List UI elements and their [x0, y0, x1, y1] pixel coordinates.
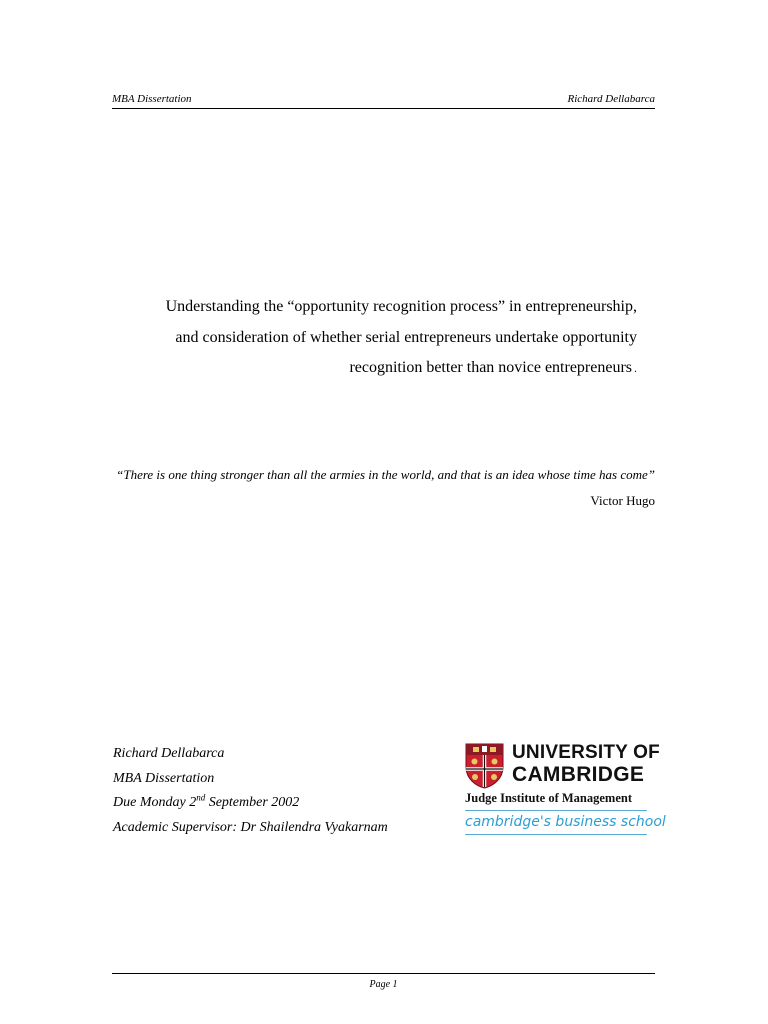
business-school-tagline: cambridge's business school: [465, 814, 666, 830]
university-name-line-1: UNIVERSITY OF: [512, 742, 660, 763]
author-name: Richard Dellabarca: [113, 746, 225, 761]
due-date-prefix: Due Monday 2: [113, 795, 197, 810]
author-info-block: [113, 742, 388, 840]
university-name: [512, 742, 660, 786]
document-type: MBA Dissertation: [113, 770, 215, 786]
title-line-3: [130, 353, 637, 384]
due-date: [113, 791, 388, 816]
title-line-2: and consideration of whether serial entrepreneurs undertake opportunity: [175, 328, 637, 346]
header-right-text: Richard Dellabarca: [567, 93, 655, 105]
dissertation-title: [130, 292, 637, 384]
cambridge-logo: [465, 742, 666, 842]
page-number: Page 1: [369, 979, 398, 990]
page-footer: [112, 973, 655, 990]
cambridge-crest-icon: [465, 743, 504, 789]
due-date-superscript: nd: [196, 792, 206, 803]
institute-name: Judge Institute of Management: [465, 791, 633, 805]
page-header: [112, 92, 655, 109]
epigraph-quote: [112, 462, 655, 514]
logo-divider-bottom: [465, 834, 647, 835]
due-date-suffix: September 2002: [205, 795, 300, 810]
logo-divider-top: [465, 810, 647, 811]
university-name-line-2: CAMBRIDGE: [512, 763, 645, 786]
quote-author: Victor Hugo: [590, 493, 655, 508]
quote-text: “There is one thing stronger than all the armies in the world, and that is an idea whose time has come”: [116, 467, 655, 482]
title-period: .: [634, 361, 637, 375]
academic-supervisor: Academic Supervisor: Dr Shailendra Vyakarnam: [113, 819, 388, 835]
header-left-text: MBA Dissertation: [112, 93, 192, 105]
title-line-3-text: recognition better than novice entrepreneurs: [349, 359, 632, 376]
title-line-1: Understanding the “opportunity recognition process” in entrepreneurship,: [165, 298, 637, 315]
